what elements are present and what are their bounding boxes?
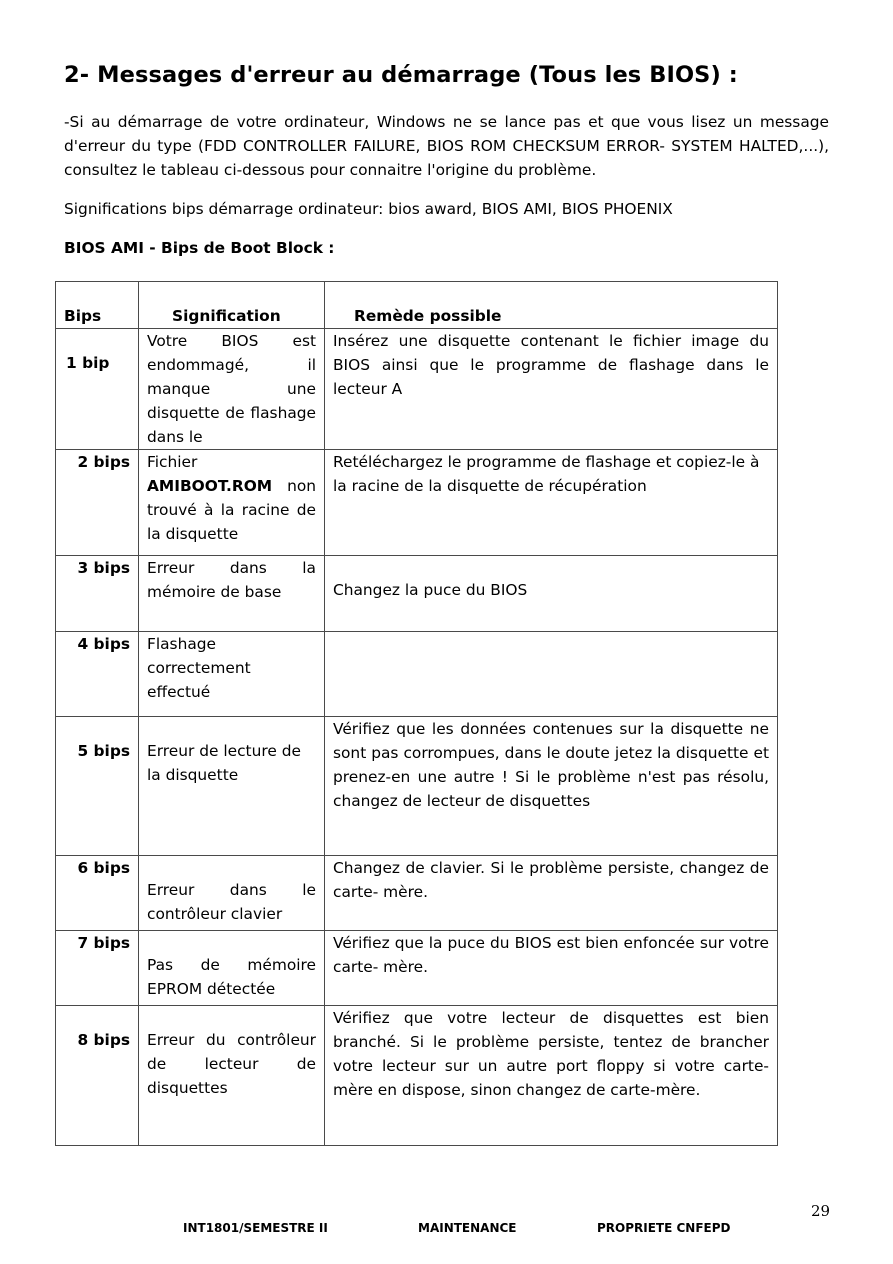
intro-paragraph: -Si au démarrage de votre ordinateur, Windows ne se lance pas et que vous lisez un message d'erreur du type (FDD CONTROLLER FAILURE, BIOS ROM CHECKSUM ERROR- SYSTEM HALTED,...), consultez le tableau ci-dessous pour connaitre l'origine du problème. bbox=[64, 113, 829, 179]
bips-cell: 1 bip bbox=[56, 329, 139, 450]
table-row bbox=[56, 556, 778, 632]
signification-cell: Pas de mémoire EPROM détectée bbox=[139, 931, 325, 1006]
header-remede: Remède possible bbox=[325, 282, 778, 329]
signification-text: Fichier bbox=[147, 453, 198, 471]
bips-cell: 2 bips bbox=[56, 450, 139, 556]
table-row bbox=[56, 717, 778, 856]
page-number: 29 bbox=[811, 1202, 831, 1220]
table-header-row bbox=[56, 282, 778, 329]
table-row bbox=[56, 1006, 778, 1146]
footer-owner: PROPRIETE CNFEPD bbox=[597, 1221, 731, 1235]
filename-text: AMIBOOT.ROM bbox=[147, 477, 273, 495]
remede-cell: Vérifiez que les données contenues sur la disquette ne sont pas corrompues, dans le doute jetez la disquette et prenez-en une autre ! Si le problème n'est pas résolu, changez de lecteur de disquettes bbox=[325, 717, 778, 856]
remede-cell: Insérez une disquette contenant le fichier image du BIOS ainsi que le programme de flashage dans le lecteur A bbox=[325, 329, 778, 450]
signification-text: non trouvé à la racine de la disquette bbox=[147, 477, 316, 543]
table-row bbox=[56, 931, 778, 1006]
bips-cell: 7 bips bbox=[56, 931, 139, 1006]
signification-cell: Erreur dans le contrôleur clavier bbox=[139, 856, 325, 931]
remede-cell: Changez de clavier. Si le problème persiste, changez de carte- mère. bbox=[325, 856, 778, 931]
bips-cell: 6 bips bbox=[56, 856, 139, 931]
table-row bbox=[56, 329, 778, 450]
remede-cell: Retéléchargez le programme de flashage et copiez-le à la racine de la disquette de récupération bbox=[325, 450, 778, 556]
bips-cell: 3 bips bbox=[56, 556, 139, 632]
signification-cell: Votre BIOS est endommagé, il manque une disquette de flashage dans le bbox=[139, 329, 325, 450]
significations-line: Significations bips démarrage ordinateur: bios award, BIOS AMI, BIOS PHOENIX bbox=[64, 200, 673, 218]
remede-cell: Changez la puce du BIOS bbox=[325, 556, 778, 632]
header-bips: Bips bbox=[56, 282, 139, 329]
signification-cell: Erreur dans la mémoire de base bbox=[139, 556, 325, 632]
table-row bbox=[56, 450, 778, 556]
signification-cell: Erreur du contrôleur de lecteur de disquettes bbox=[139, 1006, 325, 1146]
footer-subject: MAINTENANCE bbox=[418, 1221, 517, 1235]
signification-cell: Erreur de lecture de la disquette bbox=[139, 717, 325, 856]
table-row bbox=[56, 856, 778, 931]
remede-cell: Vérifiez que votre lecteur de disquettes est bien branché. Si le problème persiste, tentez de brancher votre lecteur sur un autre port floppy si votre carte-mère en dispose, sinon changez de carte-mère. bbox=[325, 1006, 778, 1146]
bips-cell: 4 bips bbox=[56, 632, 139, 717]
footer-course-code: INT1801/SEMESTRE II bbox=[183, 1221, 328, 1235]
bips-cell: 5 bips bbox=[56, 717, 139, 856]
header-signification: Signification bbox=[139, 282, 325, 329]
bios-beep-table bbox=[55, 281, 778, 1146]
remede-cell: Vérifiez que la puce du BIOS est bien enfoncée sur votre carte- mère. bbox=[325, 931, 778, 1006]
section-title: 2- Messages d'erreur au démarrage (Tous les BIOS) : bbox=[64, 62, 738, 88]
table-subtitle: BIOS AMI - Bips de Boot Block : bbox=[64, 239, 335, 257]
signification-cell bbox=[139, 450, 325, 556]
signification-cell: Flashage correctement effectué bbox=[139, 632, 325, 717]
remede-cell bbox=[325, 632, 778, 717]
table-row bbox=[56, 632, 778, 717]
bips-cell: 8 bips bbox=[56, 1006, 139, 1146]
